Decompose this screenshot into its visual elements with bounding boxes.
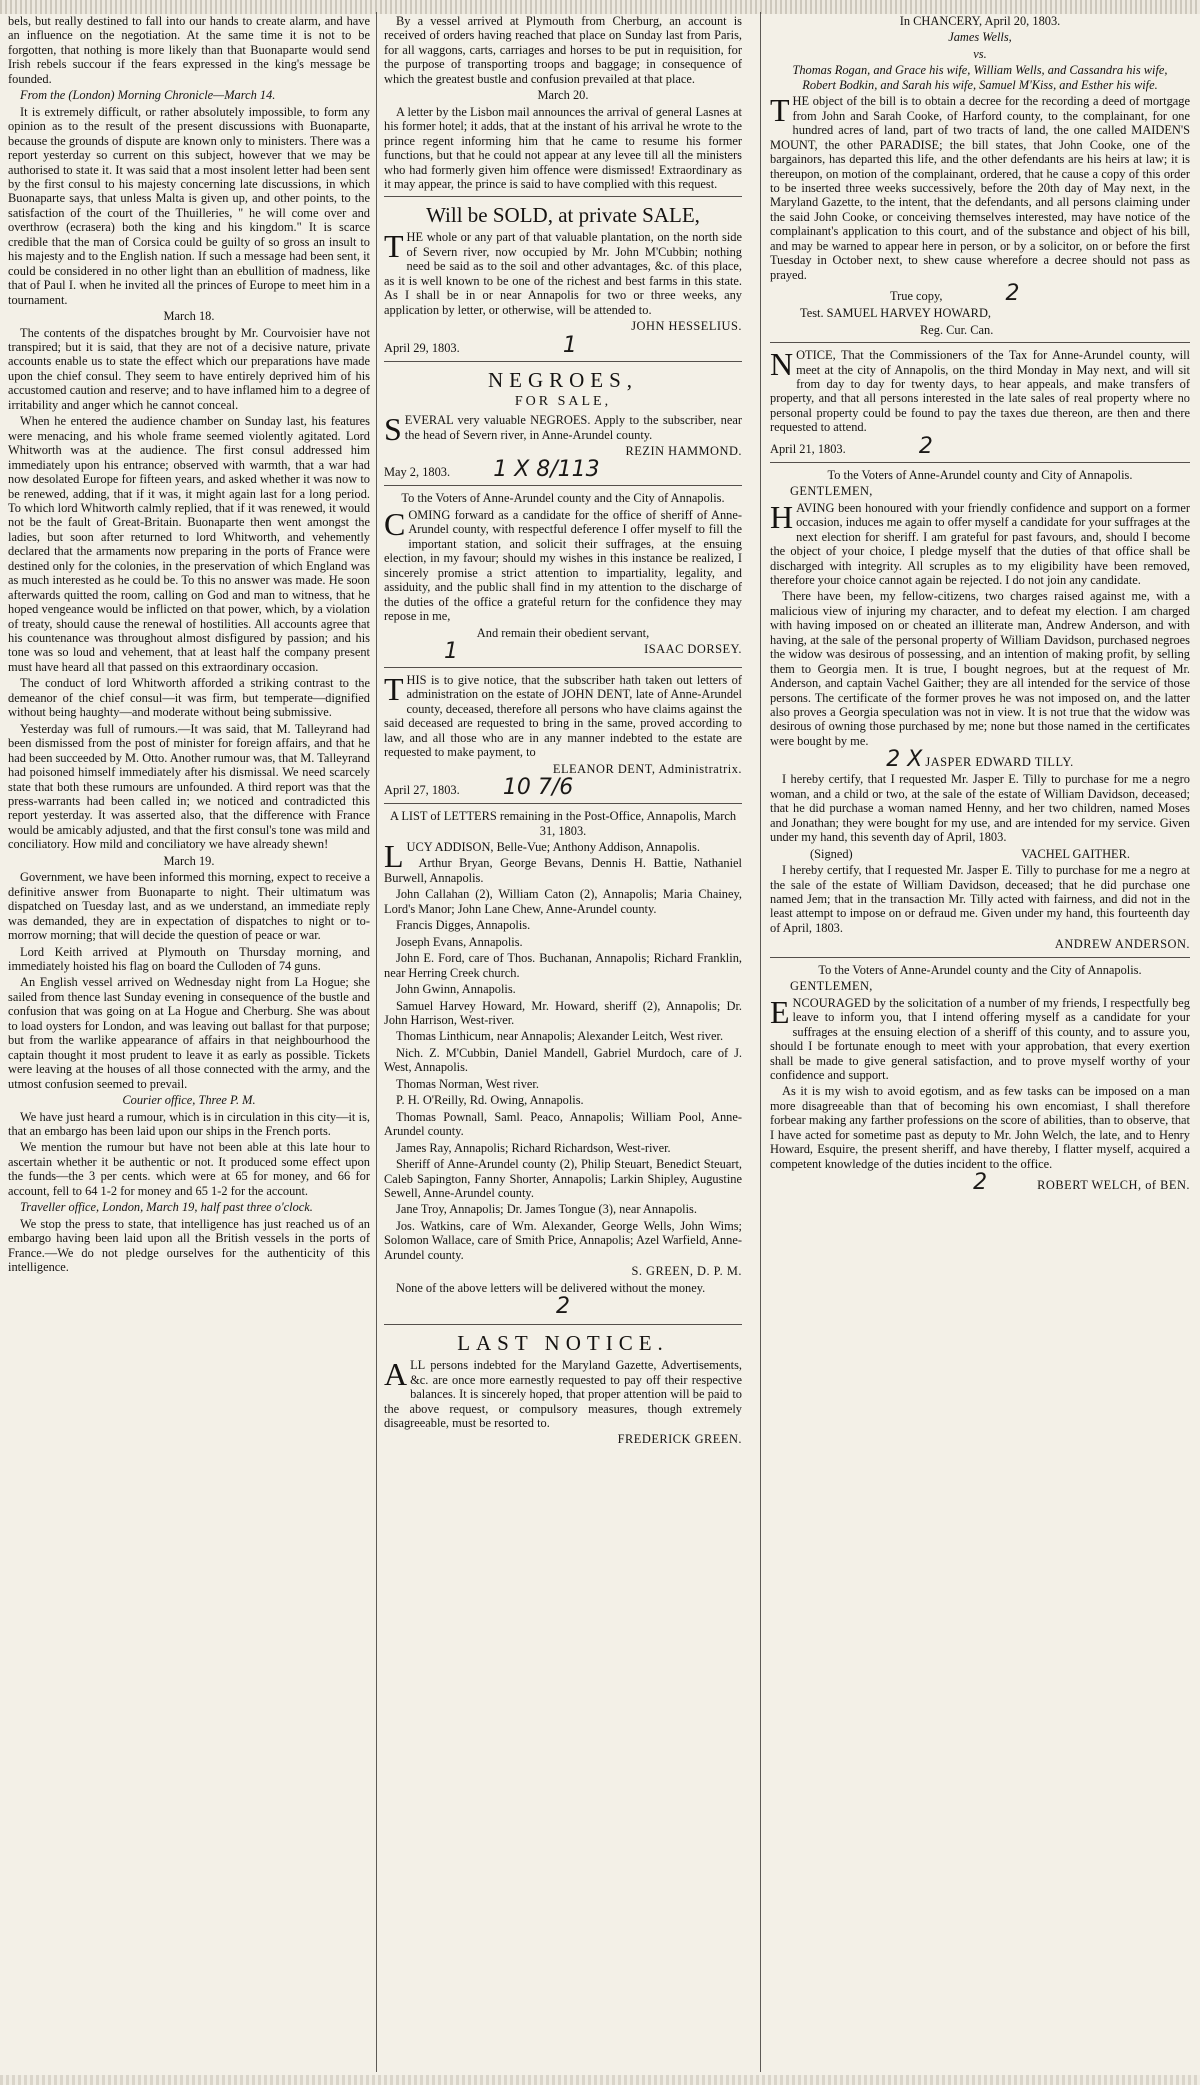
- ad-body: AVING been honoured with your friendly confidence and support on a former occasion, induces me again to offer myself a candidate for your suffrages at the next election for sheriff. I am grateful for past favours, and, should I become the object of your choice, I pledge myself that the duties of that office shall be discharged with integrity. All scruples as to my eligibility have been removed, therefore your choice cannot again be rejected. I do not join any candidate.: [770, 500, 1190, 587]
- section-rule: [384, 485, 742, 486]
- ad-body: OMING forward as a candidate for the office of sheriff of Anne-Arundel county, with respectful deference I offer myself to fill the important station, and solicit their suffrages, at the ensuing election, in my favour; should my wishes in this instance be realized, I sincerely promise a strict attention to impartiality, legality, and assiduity, and the public shall find in my attention to the discharge of the duties of the office a grateful return for the confidence they may repose in me,: [384, 507, 742, 624]
- ad-body: HE object of the bill is to obtain a decree for the recording a deed of mortgage from John and Sarah Cooke, of Harford county, to the complainant, for one hundred acres of land, part of two tracts of land, the one called MAIDEN'S MOUNT, the other PARADISE; the bill states, that John Cooke, one of the bargainors, has departed this life, and the other defendants are his heirs at law; it is thereupon, on motion of the complainant, ordered, that he cause a copy of this order to be inserted three weeks successively, before the 20th day of May next, in the Maryland Gazette, to the intent, that the defendants, and all persons claiming under the said John Cooke, or conceiving themselves interested, may have notice of the complainant's application to this court, and of the substance and object of his bill, and may be warned to appear here in person, or by a solicitor, on or before the first Tuesday in October next, to shew cause wherefore a decree should not pass as prayed.: [770, 94, 1190, 282]
- certificate-signature-line: (Signed) VACHEL GAITHER.: [810, 846, 1130, 861]
- drop-cap: T: [770, 92, 790, 129]
- letters-entry: Thomas Linthicum, near Annapolis; Alexander Leitch, West river.: [396, 1029, 724, 1044]
- section-rule: [770, 957, 1190, 958]
- ad-body: There have been, my fellow-citizens, two charges raised against me, with a malicious view of injuring my character, and to defeat my election. I am charged with having imposed on or cheated an illiterate man, Andrew Anderson, and with having, at the sale of the personal property of William Davidson, purchased negroes the widow was desirous of possessing, and an intention of making profit, by selling them to Georgia men. It is true, I bought negroes, but at the request of Mr. Anderson, and captain Vachel Gaither; they are all intended for the service of those persons. The certificate of the former proves he was not imposed on, and the latter also proves a Georgia speculation was not in view. It is not true that the widow was desirous of owning those purchased by me; none but those named in the certificates were bought by me.: [770, 589, 1190, 748]
- article-paragraph: We have just heard a rumour, which is in circulation in this city—it is, that an embargo has been laid upon our ships in the French ports.: [8, 1109, 370, 1138]
- letters-entry: Arthur Bryan, George Bevans, Dennis H. Battie, Nathaniel Burwell, Annapolis.: [384, 856, 742, 885]
- section-rule: [384, 361, 742, 362]
- article-paragraph: Government, we have been informed this morning, expect to receive a definitive answer from Buonaparte to night. Their ultimatum was dispatched on Tuesday last, and as we understand, an immediate reply was demanded, they are in expectation of dispatches to night or to-morrow morning; that will decide the question of peace or war.: [8, 870, 370, 943]
- article-paragraph: bels, but really destined to fall into our hands to create alarm, and have an influence on the negotiation. At the same time it is not to be forgotten, that nothing is more likely than that Buonaparte would send Irish rebels succour if the fears expressed in the king's message be founded.: [8, 14, 370, 86]
- ad-body: HE whole or any part of that valuable plantation, on the north side of Severn river, now occupied by Mr. John M'Cubbin; nothing need be said as to the soil and other advantages, &c. of this place, as it is well known to be one of the richest and best farms in this state. As I shall be in or near Annapolis for two or three weeks, any application by letter, or otherwise, will be attended to.: [384, 230, 742, 317]
- letters-entry: P. H. O'Reilly, Rd. Owing, Annapolis.: [396, 1093, 584, 1108]
- ad-body: HIS is to give notice, that the subscriber hath taken out letters of administration on the estate of JOHN DENT, late of Anne-Arundel county, deceased, therefore all persons who have claims against the said deceased are requested to bring in the same, proved according to law, and all those who are in any manner indebted to the estate are requested to make payment, to: [384, 672, 742, 760]
- tilly-advertisement: [770, 468, 1190, 952]
- letters-entry: John E. Ford, care of Thos. Buchanan, Annapolis; Richard Franklin, near Herring Creek church.: [384, 951, 742, 980]
- chancery-party: James Wells,: [948, 30, 1012, 45]
- news-column-left: [8, 14, 370, 2074]
- chancery-notice: [770, 14, 1190, 337]
- ad-signature: ELEANOR DENT, Administratrix.: [552, 761, 742, 776]
- section-rule: [384, 196, 742, 197]
- dateline: From the (London) Morning Chronicle—March 14.: [20, 88, 276, 103]
- letters-entry: Thomas Norman, West river.: [396, 1076, 539, 1091]
- letters-note: None of the above letters will be delivered without the money.: [396, 1280, 706, 1295]
- handwritten-mark: 1: [444, 638, 458, 664]
- letters-entries: [384, 856, 742, 1262]
- chancery-versus: vs.: [973, 46, 987, 61]
- letters-entry: John Callahan (2), William Caton (2), Annapolis; Maria Chainey, Lord's Manor; John Lane Chew, Anne-Arundel county.: [384, 887, 742, 916]
- certificate-text: I hereby certify, that I requested Mr. Jasper E. Tilly to purchase for me a negro woman, and a child or two, at the sale of the estate of William Davidson, deceased; that he did purchase a woman named Henny, and her two children, named Moses and Jonathan; they were bought for my use, and are intended for my service. Given under my hand, this seventh day of April, 1803.: [770, 772, 1190, 845]
- salutation: GENTLEMEN,: [790, 484, 873, 499]
- ad-date: April 21, 1803. 2: [770, 433, 933, 459]
- article-paragraph: The contents of the dispatches brought by Mr. Courvoisier have not transpired; but it is said, that they are not of a decisive nature, private accounts enable us to state the effect which our preparations have made upon the chief consul. They seem to have entirely deprived him of his accustomed caution and reserve; and to have inflamed him to a degree of irritability and anger which he cannot conceal.: [8, 325, 370, 412]
- dorsey-advertisement: [384, 491, 742, 662]
- ad-signature-line: [770, 1170, 1190, 1196]
- letters-entry: John Gwinn, Annapolis.: [396, 982, 516, 997]
- letters-entry: Jane Troy, Annapolis; Dr. James Tongue (3), near Annapolis.: [396, 1202, 697, 1217]
- letters-entry: Jos. Watkins, care of Wm. Alexander, George Wells, John Wims; Solomon Wallace, care of Smith Price, Annapolis; Azel Warfield, Anne-Arundel county.: [384, 1218, 742, 1262]
- handwritten-mark: 2: [556, 1294, 570, 1320]
- true-copy-line: True copy, 2: [890, 281, 1020, 307]
- article-paragraph: An English vessel arrived on Wednesday night from La Hogue; she sailed from thence last Sunday evening in consequence of the bustle and confusion that was going on at La Hogue and Cherburg. She was about to load oysters for London, and was leaving out ballast for that purpose; but from the warlike appearance of affairs in that neighbourhood the captain thought it most prudent to leave it as early as possible. Tickets were leaving at the houses of all those connected with the army, and the utmost confusion seemed to prevail.: [8, 975, 370, 1091]
- article-paragraph: A letter by the Lisbon mail announces the arrival of general Lasnes at his former hotel; it adds, that at the instant of his arrival he wrote to the prince regent informing him that he came to resume his former functions, but that he could not appear at any levee till all the ministers who had formerly given him offence were dismissed! Extraordinary as it may appear, the prince is said to have complied with this request.: [384, 104, 742, 191]
- dateline: Courier office, Three P. M.: [122, 1093, 256, 1108]
- ad-body: LL persons indebted for the Maryland Gazette, Advertisements, &c. are once more earnestly requested to pay off their respective balances. It is sincerely hoped, that proper attention will be paid to the above request, or compulsory measures, though extremely disagreeable, must be resorted to.: [384, 1358, 742, 1430]
- handwritten-mark: 2: [973, 1170, 988, 1196]
- letters-entry: Joseph Evans, Annapolis.: [396, 934, 523, 949]
- article-paragraph: It is extremely difficult, or rather absolutely impossible, to form any opinion as to the result of the present discussions with Buonaparte, because the grounds of dispute are known only to ministers. There was a report yesterday so current on this subject, however that we may be authorised to state it. It was said that a most insolent letter had been sent by the first consul to his majesty concerning late discussions, in which Buonaparte says, that unless Malta is given up, and other points, to the satisfaction of the court of the Thuilleries, " he will come over and overthrow (ecrasera) both the king and his kingdom." It is scarce credible that the man of Corsica could be guilty of so gross an insult to his majesty and to the English nation. If such a message had been sent, it could be considered in no other light than an ebullition of madness, like that of Paul I. when he invited all the princes of Europe to meet him in a tournament.: [8, 104, 370, 307]
- handwritten-mark: 1: [562, 332, 577, 358]
- section-rule: [384, 803, 742, 804]
- ad-signature: ISAAC DORSEY.: [644, 641, 742, 656]
- ad-heading: To the Voters of Anne-Arundel county and the City of Annapolis.: [401, 491, 725, 506]
- article-paragraph: When he entered the audience chamber on Sunday last, his features were menacing, and his whole frame seemed violently agitated. Lord Whitworth was at the audience. The first consul addressed him immediately upon his entrance; observed with warmth, that a war had now desolated Europe for fifteen years, and asked whether it was now to be renewed, adding, that if it was, it might again last for a long period. To which lord Whitworth calmly replied, that if it was renewed, it would not be the fault of Great-Britain. Buonaparte then went amongst the ladies, but soon after returned to lord Whitworth, and vehemently declared that the armaments now preparing in the ports of France were destined only for the colonies, in the preservation of which England was as much interested as he could be. To this no answer was made. He soon afterwards quitted the room, calling on God and man to witness, that he hoped vengeance would be inflicted on that power, which, by a violation of treaty, should cause the renewal of hostilities. All accounts agree that his countenance was throughout almost disfigured by passion; and his tone was so loud and vehement, that at least half the company present must have heard all that passed on this extraordinary occasion.: [8, 414, 370, 674]
- column-rule-right: [760, 12, 761, 2072]
- chancery-register: Reg. Cur. Can.: [920, 322, 994, 337]
- ad-signature-line: [384, 638, 742, 664]
- article-paragraph: We mention the rumour but have not been able at this late hour to ascertain whether it be authentic or not. It produced some effect upon the funds—the 3 per cents. which were at 65 for money, and 66 for account, fell to 64 1-2 for money and 65 1-2 for the account.: [8, 1140, 370, 1198]
- chancery-party: Thomas Rogan, and Grace his wife, William Wells, and Cassandra his wife, Robert Bodkin, and Sarah his wife, Samuel M'Kiss, and Esther his wife.: [792, 63, 1168, 92]
- ad-body: NCOURAGED by the solicitation of a number of my friends, I respectfully beg leave to inform you, that I intend offering myself as a candidate for your suffrages at the ensuing election of a sheriff of this county, and to assure you, should I be fortunate enough to meet with your approbation, that every exertion shall be made to give general satisfaction, and to prove myself worthy of your confidence and support.: [770, 995, 1190, 1082]
- drop-cap: A: [384, 1356, 408, 1393]
- sale-heading: Will be SOLD, at private SALE,: [426, 203, 700, 228]
- section-rule: [384, 667, 742, 668]
- news-column-middle: [384, 14, 742, 2074]
- sale-advertisement: [384, 202, 742, 358]
- article-paragraph: Lord Keith arrived at Plymouth on Thursday morning, and immediately hoisted his flag on board the Culloden of 74 guns.: [8, 944, 370, 973]
- article-paragraph: Yesterday was full of rumours.—It was said, that M. Talleyrand had been dismissed from the post of minister for foreign affairs, and that he had been succeeded by M. Otto. Another rumour was, that M. Talleyrand had poisoned himself immediately after his dismissal. We need scarcely state that both these rumours are unfounded. A third report was that the press-warrants had been called in; we noticed and contradicted this report yesterday. It was asserted also, that the difference with France would be amicably adjusted, and that the first consul's tone was mild and conciliatory. How mild and conciliatory we have already shewn!: [8, 721, 370, 852]
- ad-heading: To the Voters of Anne-Arundel county and the City of Annapolis.: [818, 962, 1142, 977]
- torn-top-edge: [0, 0, 1200, 14]
- column-rule-left: [376, 12, 377, 2072]
- ad-signature: ROBERT WELCH, of BEN.: [1037, 1178, 1190, 1193]
- article-paragraph: By a vessel arrived at Plymouth from Cherburg, an account is received of orders having reached that place on Sunday last from Paris, for all waggons, carts, carriages and horses to be put in requisition, for the purpose of transporting troops and baggage; in consequence of which the greatest bustle and confusion prevailed at that place.: [384, 14, 742, 86]
- dateline: Traveller office, London, March 19, half past three o'clock.: [20, 1200, 313, 1215]
- drop-cap: T: [384, 228, 404, 265]
- handwritten-mark: 2 X: [886, 747, 923, 773]
- dateline: March 20.: [537, 88, 589, 103]
- letters-entry: Sheriff of Anne-Arundel county (2), Philip Steuart, Benedict Steuart, Caleb Sapington, Fanny Shorter, Annapolis; Larkin Shipley, Augustine Sewell, Anne-Arundel county.: [384, 1157, 742, 1200]
- section-rule: [384, 1324, 742, 1325]
- dateline: March 18.: [163, 309, 215, 324]
- postmaster-signature: S. GREEN, D. P. M.: [631, 1264, 742, 1279]
- ad-date: May 2, 1803. 1 X 8/113: [384, 457, 600, 483]
- dent-advertisement: [384, 670, 742, 801]
- news-column-right: [770, 14, 1190, 2074]
- drop-cap: S: [384, 411, 402, 448]
- ad-date: April 29, 1803. 1: [384, 332, 577, 358]
- drop-cap: N: [770, 346, 794, 383]
- ad-date: April 27, 1803. 10 7/6: [384, 775, 574, 801]
- last-notice: [384, 1330, 742, 1447]
- letters-entry: Nich. Z. M'Cubbin, Daniel Mandell, Gabriel Murdoch, care of J. West, Annapolis.: [384, 1045, 742, 1075]
- dateline: March 19.: [163, 853, 215, 868]
- letters-entry: James Ray, Annapolis; Richard Richardson, West-river.: [396, 1140, 671, 1155]
- ad-signature: JOHN HESSELIUS.: [631, 319, 742, 334]
- ad-signature: REZIN HAMMOND.: [625, 443, 742, 458]
- ad-signature-line: [770, 747, 1190, 773]
- drop-cap: C: [384, 505, 406, 542]
- certificate-signature: VACHEL GAITHER.: [1021, 846, 1130, 861]
- handwritten-mark: 2: [918, 433, 933, 459]
- drop-cap: L: [384, 838, 404, 875]
- letters-entry: Thomas Pownall, Saml. Peaco, Annapolis; William Pool, Anne-Arundel county.: [384, 1109, 742, 1139]
- tax-notice: [770, 348, 1190, 457]
- torn-bottom-edge: [0, 2075, 1200, 2085]
- handwritten-mark: 2: [1005, 281, 1020, 307]
- letters-heading: A LIST of LETTERS remaining in the Post-Office, Annapolis, March 31, 1803.: [389, 809, 737, 838]
- article-paragraph: The conduct of lord Whitworth afforded a striking contrast to the demeanor of the chief consul—it was firm, but temperate—dignified without being haughty—and moderate without being submissive.: [8, 676, 370, 720]
- handwritten-mark: 10 7/6: [502, 775, 574, 801]
- letters-entry: Samuel Harvey Howard, Mr. Howard, sheriff (2), Annapolis; Dr. John Harrison, West-river.: [384, 998, 742, 1028]
- ad-body: OTICE, That the Commissioners of the Tax for Anne-Arundel county, will meet at the city of Annapolis, on the third Monday in May next, and will sit from day to day for twenty days, to hear appeals, and make transfers of property, and that all persons interested in the late sales of real property where no personal property could be found to pay the taxes due thereon, are then and there requested to attend.: [770, 348, 1190, 435]
- ad-body: EVERAL very valuable NEGROES. Apply to the subscriber, near the head of Severn river, in Anne-Arundel county.: [404, 413, 742, 442]
- drop-cap: E: [770, 993, 790, 1030]
- ad-signature: JASPER EDWARD TILLY.: [925, 755, 1074, 770]
- handwritten-mark: 1 X 8/113: [493, 457, 600, 483]
- ad-signature: FREDERICK GREEN.: [617, 1432, 742, 1447]
- article-paragraph: We stop the press to state, that intelligence has just reached us of an embargo having been laid upon all the British vessels in the ports of France.—We do not pledge ourselves for the authenticity of this intelligence.: [8, 1216, 370, 1275]
- letters-list: [384, 809, 742, 1319]
- negroes-subheading: FOR SALE,: [514, 393, 612, 409]
- ad-closing: And remain their obedient servant,: [476, 625, 650, 640]
- certificate-signature: ANDREW ANDERSON.: [1054, 937, 1190, 952]
- letters-entry: Francis Digges, Annapolis.: [396, 918, 531, 933]
- welch-advertisement: [770, 962, 1190, 1196]
- certificate-text: I hereby certify, that I requested Mr. Jasper E. Tilly to purchase for me a negro at the sale of the estate of William Davidson, deceased; that he did purchase one named Jem; that in the transaction Mr. Tilly acted with fairness, and did not in the least attempt to impose on or defraud me. Given under my hand, this fourteenth day of April, 1803.: [770, 863, 1190, 935]
- ad-heading: To the Voters of Anne-Arundel county and City of Annapolis.: [827, 467, 1133, 482]
- ad-body: As it is my wish to avoid egotism, and as few tasks can be imposed on a man more disagreeable than that of becoming his own encomiast, I shall therefore forbear making any farther professions on the score of abilities, than to observe, that I have acted for sometime past as deputy to Mr. John Welch, the late, and to Henry Howard, Esquire, the present sheriff, and have thereby, I flatter myself, acquired a competent knowledge of the duties incident to the office.: [770, 1084, 1190, 1171]
- negroes-heading: NEGROES,: [487, 367, 639, 392]
- drop-cap: T: [384, 670, 404, 707]
- negroes-advertisement: [384, 367, 742, 481]
- section-rule: [770, 462, 1190, 463]
- letters-entry: UCY ADDISON, Belle-Vue; Anthony Addison, Annapolis.: [406, 840, 700, 855]
- last-notice-heading: LAST NOTICE.: [457, 1331, 669, 1356]
- drop-cap: H: [770, 498, 794, 535]
- section-rule: [770, 342, 1190, 343]
- salutation: GENTLEMEN,: [790, 979, 873, 994]
- chancery-test: Test. SAMUEL HARVEY HOWARD,: [800, 306, 991, 321]
- chancery-heading: In CHANCERY, April 20, 1803.: [899, 14, 1061, 28]
